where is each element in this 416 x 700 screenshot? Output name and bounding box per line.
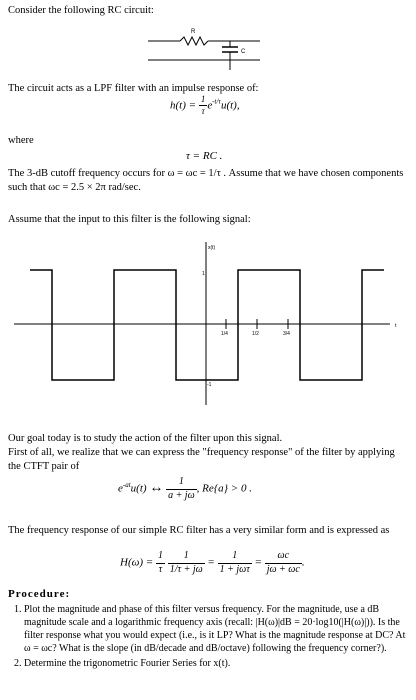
ctft-text: First of all, we realize that we can express the "frequency response" of the filter by applying the CTFT pair of: [8, 447, 395, 472]
low-level-label: -1: [207, 382, 212, 388]
procedure-heading: Procedure:: [8, 588, 71, 600]
y-axis-label: x(t): [208, 245, 216, 251]
impulse-equation: h(t) = $\frac{1}{\tau}$ $e^{-t/\tau}u(t)$,: [170, 94, 240, 117]
tick-label-quarter: 1/4: [221, 331, 228, 337]
freq-response-text: The frequency response of our simple RC filter has a very similar form and is expressed as: [8, 525, 390, 536]
procedure-step-1: 1. Plot the magnitude and phase of this filter versus frequency. For the magnitude, use a dB magnitude scale and a logarithmic frequency axis (recall: |H(ω)|dB = 20·log10(|H(ω)|)). Is the filter response what you would expect (i.e., is it LP? What is the magnitude response at DC? At ω = ωc? What is the slope (in dB/decade and dB/octave) following the frequency corner?).: [24, 603, 410, 655]
intro-text: Consider the following RC circuit:: [8, 5, 154, 16]
square-wave-trace: [30, 270, 384, 380]
input-signal-text: Assume that the input to this filter is the following signal:: [8, 214, 251, 225]
lpf-text: The circuit acts as a LPF filter with an impulse response of:: [8, 83, 259, 94]
high-level-label: 1: [202, 271, 205, 277]
procedure-step-2: 2. Determine the trigonometric Fourier Series for x(t).: [24, 657, 410, 670]
x-axis-label: t: [395, 323, 397, 329]
tick-label-three-quarter: 3/4: [283, 331, 290, 337]
h-omega-equation: H(ω) = $\frac{1}{\tau}$ $\frac{1}{1/\tau + j\omega}$ = $\frac{1}{\text{1 + jωτ}}$ = $\frac{\omega c}{j\omega + \omega c}$ .: [120, 550, 305, 575]
where-label: where: [8, 135, 34, 146]
goal-text: Our goal today is to study the action of the filter upon this signal.: [8, 433, 283, 444]
ctft-equation: $e^{-at}u(t)$ ↔ $\frac{1}{a + j\omega}$ , Re{a} > 0 .: [118, 476, 252, 501]
cutoff-text: The 3-dB cutoff frequency occurs for ω = ωc = 1/τ . Assume that we have chosen components such that ωc = 2.5 × 2π rad/sec.: [8, 168, 404, 193]
procedure-list: [8, 603, 410, 672]
capacitor-label: C: [241, 49, 246, 55]
tick-label-half: 1/2: [252, 331, 259, 337]
resistor-label: R: [191, 29, 196, 35]
tau-equation: τ = RC .: [186, 150, 223, 162]
